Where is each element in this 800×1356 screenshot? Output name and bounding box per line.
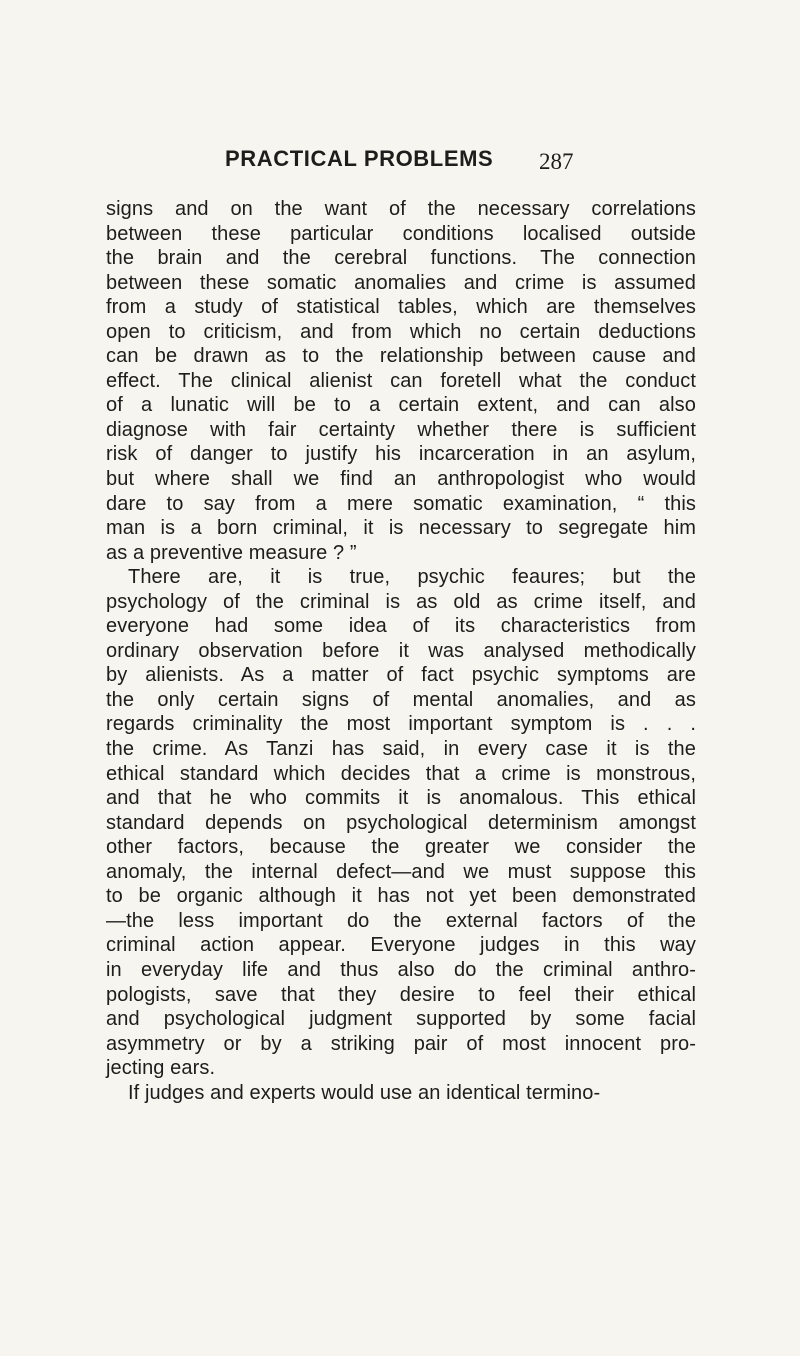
text-line: —the less important do the external factors of the — [106, 909, 696, 932]
text-line: and that he who commits it is anomalous. This ethical — [106, 787, 696, 810]
text-line: in everyday life and thus also do the criminal anthro- — [106, 958, 696, 981]
body-text — [106, 197, 696, 1105]
text-line: other factors, because the greater we consider the — [106, 836, 696, 859]
text-line: of a lunatic will be to a certain extent, and can also — [106, 394, 696, 417]
text-line: ordinary observation before it was analysed methodically — [106, 639, 696, 662]
text-line: between these particular conditions localised outside — [106, 222, 696, 245]
text-line: the crime. As Tanzi has said, in every case it is the — [106, 738, 696, 761]
text-line: by alienists. As a matter of fact psychic symptoms are — [106, 664, 696, 687]
text-line: open to criticism, and from which no certain deductions — [106, 320, 696, 343]
text-line: asymmetry or by a striking pair of most innocent pro- — [106, 1032, 696, 1055]
text-line: to be organic although it has not yet been demonstrated — [106, 885, 696, 908]
text-line: There are, it is true, psychic feaures; but the — [128, 566, 696, 589]
text-line: criminal action appear. Everyone judges in this way — [106, 934, 696, 957]
text-line: signs and on the want of the necessary correlations — [106, 198, 696, 220]
text-line: but where shall we find an anthropologist who would — [106, 468, 696, 491]
text-line: If judges and experts would use an identical termino- — [128, 1081, 601, 1104]
text-line: can be drawn as to the relationship between cause and — [106, 345, 696, 368]
text-line: between these somatic anomalies and crime is assumed — [106, 271, 696, 294]
text-line: effect. The clinical alienist can foretell what the conduct — [106, 369, 696, 392]
text-line: diagnose with fair certainty whether there is sufficient — [106, 418, 696, 441]
text-line: pologists, save that they desire to feel their ethical — [106, 983, 696, 1006]
text-line: risk of danger to justify his incarceration in an asylum, — [106, 443, 696, 466]
text-line: psychology of the criminal is as old as crime itself, and — [106, 590, 696, 613]
text-line: everyone had some idea of its characteristics from — [106, 615, 696, 638]
text-line: ethical standard which decides that a crime is monstrous, — [106, 762, 696, 785]
text-line: as a preventive measure ? ” — [106, 541, 357, 564]
text-line: and psychological judgment supported by some facial — [106, 1008, 696, 1031]
text-line: regards criminality the most important symptom is . . . — [106, 713, 696, 736]
text-line: the brain and the cerebral functions. The connection — [106, 247, 696, 270]
text-line: anomaly, the internal defect—and we must suppose this — [106, 860, 696, 883]
text-line: dare to say from a mere somatic examination, “ this — [106, 492, 696, 515]
text-line: man is a born criminal, it is necessary to segregate him — [106, 517, 696, 540]
page-number: 287 — [539, 149, 574, 174]
text-line: jecting ears. — [106, 1057, 216, 1080]
text-line: the only certain signs of mental anomalies, and as — [106, 688, 696, 711]
running-head: PRACTICAL PROBLEMS — [225, 146, 494, 171]
text-line: standard depends on psychological determinism amongst — [106, 811, 696, 834]
text-line: from a study of statistical tables, which are themselves — [106, 296, 696, 319]
